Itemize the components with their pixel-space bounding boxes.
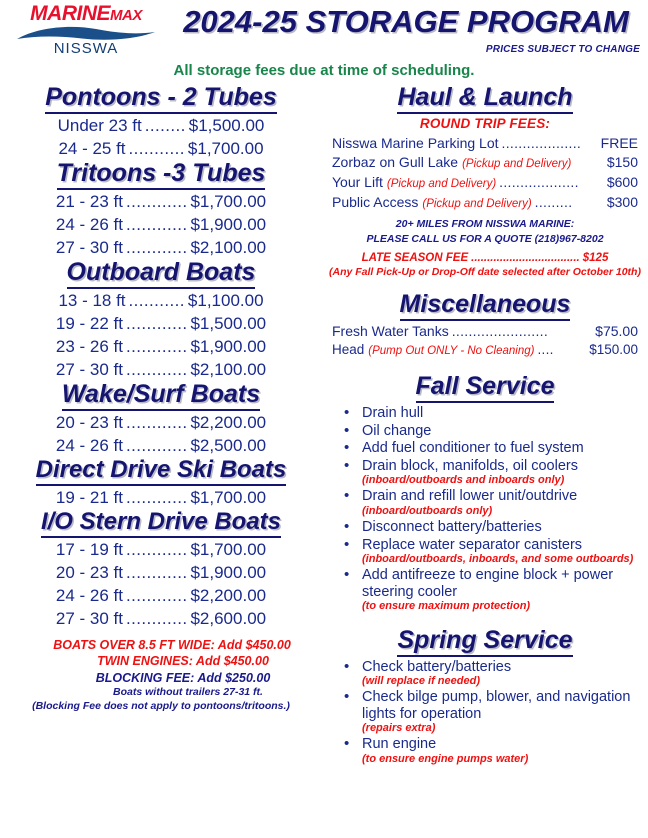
size-label: 19 - 22 ft	[55, 314, 123, 333]
brand-name-marine: MARINE	[30, 2, 110, 25]
service-item-note: (inboard/outboards and inboards only)	[362, 474, 565, 487]
storage-fees-note: All storage fees due at time of scheduling.	[173, 62, 475, 79]
price-amount: $2,100.00	[190, 238, 267, 257]
section-heading-io-stern-drive-boats: I/O Stern Drive Boats	[4, 509, 318, 538]
round-trip-fees-subheading: ROUND TRIP FEES:	[419, 116, 551, 131]
location-label: Public Access	[332, 194, 419, 211]
dot-leader: ...........	[128, 139, 185, 158]
price-row	[4, 236, 318, 259]
section-heading-wake-surf-boats: Wake/Surf Boats	[4, 381, 318, 411]
price-row	[4, 213, 318, 236]
dot-leader: ...................	[499, 175, 579, 190]
price-list-tritoons	[4, 190, 318, 259]
late-season-fee-label: LATE SEASON FEE	[361, 252, 469, 265]
list-item	[344, 519, 644, 536]
dot-leader: ....	[537, 343, 554, 358]
miles-quote-note-line2: PLEASE CALL US FOR A QUOTE (218)967-8202	[366, 233, 604, 245]
size-label: 20 - 23 ft	[55, 562, 123, 582]
section-heading-haul-and-launch: Haul & Launch	[326, 84, 644, 114]
price-list-wake-surf-boats	[4, 411, 318, 457]
price-row	[4, 289, 318, 312]
price-amount: $1,100.00	[187, 291, 264, 310]
footnote-blocking-disclaimer: (Blocking Fee does not apply to pontoons/tritoons.)	[32, 700, 290, 713]
price-row	[4, 312, 318, 335]
price-amount: $2,100.00	[190, 360, 267, 379]
price-amount: $1,700.00	[190, 487, 267, 507]
price-row	[4, 434, 318, 457]
dot-leader: ...................	[501, 135, 582, 151]
section-heading-direct-drive-ski-boats: Direct Drive Ski Boats	[4, 457, 318, 486]
price-list-direct-drive-ski-boats	[4, 486, 318, 509]
list-item	[344, 689, 644, 735]
price-list-pontoons	[4, 114, 318, 160]
service-item-note: (to ensure maximum protection)	[362, 600, 531, 613]
price-amount: $2,200.00	[190, 413, 267, 432]
price-row	[4, 538, 318, 561]
dot-leader: .........	[534, 195, 573, 210]
size-label: 23 - 26 ft	[55, 337, 123, 356]
section-heading-outboard-boats: Outboard Boats	[4, 259, 318, 289]
dot-leader: ............	[125, 539, 188, 559]
footnote-wide-boats: BOATS OVER 8.5 FT WIDE: Add $450.00	[53, 637, 291, 652]
size-label: 24 - 26 ft	[55, 436, 123, 455]
price-amount: $1,700.00	[187, 139, 264, 158]
dot-leader: ............	[125, 585, 188, 605]
fee-amount: FREE	[600, 134, 638, 151]
section-heading-fall-service: Fall Service	[326, 373, 644, 403]
misc-item-label: Fresh Water Tanks	[332, 322, 449, 339]
spring-service-list	[326, 659, 644, 767]
misc-item-label: Head	[332, 342, 365, 358]
service-item-note: (repairs extra)	[362, 722, 436, 735]
price-list-outboard-boats	[4, 289, 318, 381]
service-item-note: (inboard/outboards, inboards, and some outboards)	[362, 553, 634, 566]
list-item	[344, 488, 644, 518]
list-item	[344, 405, 644, 422]
price-amount: $1,500.00	[188, 116, 265, 135]
dot-leader: ..................................	[471, 252, 580, 265]
price-row	[4, 137, 318, 160]
size-label: 20 - 23 ft	[55, 413, 123, 432]
list-item	[344, 423, 644, 440]
size-label: 24 - 25 ft	[58, 139, 126, 158]
service-item-note: (to ensure engine pumps water)	[362, 752, 529, 765]
misc-fee-list	[326, 321, 644, 360]
size-label: 27 - 30 ft	[55, 608, 123, 628]
footnote-no-trailers: Boats without trailers 27-31 ft.	[113, 686, 263, 699]
size-label: 19 - 21 ft	[55, 487, 123, 507]
service-item-text: Drain and refill lower unit/outdrive	[362, 488, 578, 505]
late-season-fee-amount: $125	[582, 252, 609, 265]
dot-leader: ............	[125, 608, 188, 628]
pickup-delivery-note: (Pickup and Delivery)	[462, 158, 572, 171]
service-item-text: Run engine	[362, 736, 437, 753]
price-amount: $1,700.00	[190, 192, 267, 211]
list-item	[344, 567, 644, 613]
section-heading-pontoons: Pontoons - 2 Tubes	[4, 84, 318, 114]
prices-subject-to-change-note: PRICES SUBJECT TO CHANGE	[485, 44, 640, 55]
service-item-text: Replace water separator canisters	[362, 536, 583, 553]
price-amount: $1,900.00	[190, 562, 267, 582]
late-season-fee-row	[326, 250, 644, 266]
pump-out-note: (Pump Out ONLY - No Cleaning)	[368, 345, 535, 358]
price-amount: $2,600.00	[190, 608, 267, 628]
dot-leader: ............	[125, 487, 188, 507]
dot-leader: ............	[125, 192, 188, 211]
location-label: Zorbaz on Gull Lake	[332, 154, 459, 171]
size-label: 21 - 23 ft	[55, 192, 123, 211]
dot-leader: ............	[125, 215, 188, 234]
fee-amount: $75.00	[595, 322, 638, 339]
haul-fee-row	[326, 173, 644, 193]
price-amount: $2,200.00	[190, 585, 267, 605]
price-row	[4, 486, 318, 509]
fee-amount: $150	[606, 154, 638, 171]
list-item	[344, 458, 644, 488]
fall-service-list	[326, 405, 644, 613]
list-item	[344, 440, 644, 457]
haul-fee-list	[326, 133, 644, 213]
list-item	[344, 537, 644, 567]
price-amount: $1,700.00	[190, 539, 267, 559]
service-item-note: (will replace if needed)	[362, 675, 480, 688]
fee-amount: $150.00	[589, 342, 638, 358]
price-list-io-stern-drive-boats	[4, 538, 318, 630]
footnote-twin-engines: TWIN ENGINES: Add $450.00	[97, 654, 269, 669]
list-item	[344, 659, 644, 689]
fee-amount: $300	[606, 194, 638, 211]
haul-fee-row	[326, 153, 644, 173]
section-heading-tritoons: Tritoons -3 Tubes	[4, 160, 318, 190]
marinemax-logo	[10, 3, 162, 58]
service-item-text: Drain hull	[362, 405, 424, 422]
location-label: Your Lift	[332, 174, 383, 191]
page-title: 2024-25 STORAGE PROGRAM	[183, 4, 629, 39]
dot-leader: ........	[144, 116, 186, 135]
fee-amount: $600	[606, 174, 638, 191]
price-amount: $1,900.00	[190, 337, 267, 356]
size-label: 27 - 30 ft	[55, 360, 123, 379]
size-label: 27 - 30 ft	[55, 238, 123, 257]
dot-leader: ............	[125, 436, 188, 455]
dot-leader: .......................	[451, 323, 549, 339]
footnote-blocking-fee: BLOCKING FEE: Add $250.00	[95, 670, 271, 685]
service-item-text: Check battery/batteries	[362, 658, 512, 675]
size-label: Under 23 ft	[57, 116, 142, 135]
price-row	[4, 114, 318, 137]
haul-fee-row	[326, 133, 644, 153]
price-row	[4, 584, 318, 607]
brand-name-max: MAX	[110, 7, 142, 24]
misc-fee-row	[326, 321, 644, 341]
service-item-text: Add fuel conditioner to fuel system	[362, 440, 584, 457]
dot-leader: ............	[125, 360, 188, 379]
size-label: 24 - 26 ft	[55, 215, 123, 234]
price-row	[4, 190, 318, 213]
location-label: Nisswa Marine Parking Lot	[332, 134, 499, 151]
misc-fee-row	[326, 341, 644, 360]
price-row	[4, 411, 318, 434]
page-header	[0, 0, 648, 84]
price-amount: $2,500.00	[190, 436, 267, 455]
left-footnotes	[4, 637, 318, 714]
dot-leader: ...........	[128, 291, 185, 310]
service-item-note: (inboard/outboards only)	[362, 504, 493, 517]
price-row	[4, 335, 318, 358]
service-item-text: Disconnect battery/batteries	[362, 519, 542, 536]
list-item	[344, 736, 644, 766]
brand-wordmark	[10, 3, 162, 24]
miles-quote-note-line1: 20+ MILES FROM NISSWA MARINE:	[395, 217, 575, 230]
price-amount: $1,900.00	[190, 215, 267, 234]
size-label: 17 - 19 ft	[55, 539, 123, 559]
service-item-text: Add antifreeze to engine block + power steering cooler	[362, 567, 614, 600]
dot-leader: ............	[125, 337, 188, 356]
content-columns	[0, 84, 648, 767]
logo-location: NISSWA	[53, 40, 119, 57]
haul-fee-row	[326, 193, 644, 213]
service-item-text: Oil change	[362, 422, 432, 439]
size-label: 13 - 18 ft	[58, 291, 126, 310]
dot-leader: ............	[125, 314, 188, 333]
section-heading-miscellaneous: Miscellaneous	[326, 291, 644, 321]
price-row	[4, 358, 318, 381]
right-column	[322, 84, 648, 767]
pickup-delivery-note: (Pickup and Delivery)	[422, 198, 532, 211]
price-row	[4, 561, 318, 584]
pickup-delivery-note: (Pickup and Delivery)	[386, 178, 497, 191]
service-item-text: Drain block, manifolds, oil coolers	[362, 457, 578, 474]
left-column	[0, 84, 322, 767]
dot-leader: ............	[125, 238, 188, 257]
size-label: 24 - 26 ft	[55, 585, 123, 605]
service-item-text: Check bilge pump, blower, and navigation lights for operation	[362, 689, 631, 722]
section-heading-spring-service: Spring Service	[326, 627, 644, 657]
price-amount: $1,500.00	[190, 314, 267, 333]
price-row	[4, 607, 318, 630]
late-season-fee-note: (Any Fall Pick-Up or Drop-Off date selected after October 10th)	[329, 266, 641, 279]
dot-leader: ............	[125, 562, 188, 582]
dot-leader: ............	[125, 413, 188, 432]
